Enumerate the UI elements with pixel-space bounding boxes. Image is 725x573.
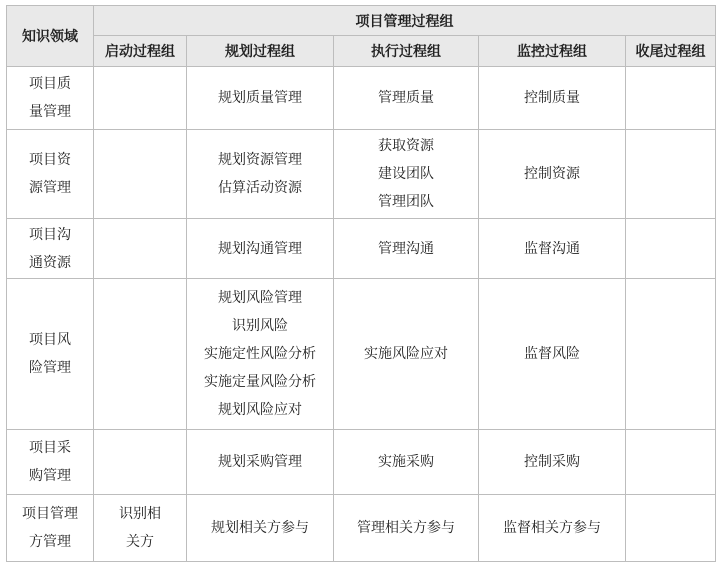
cell-line: 关方 <box>126 534 154 550</box>
cell-initiating <box>94 430 187 495</box>
cell-line: 监督风险 <box>524 346 580 362</box>
table-row <box>7 67 716 130</box>
cell-monitoring <box>479 430 626 495</box>
cell-line: 规划采购管理 <box>218 454 302 470</box>
cell-line: 险管理 <box>29 360 71 376</box>
cell-executing <box>334 219 479 279</box>
knowledge-area-cell <box>7 279 94 430</box>
cell-line: 控制资源 <box>524 166 580 182</box>
cell-line: 管理相关方参与 <box>357 520 455 536</box>
column-header-executing: 执行过程组 <box>334 36 479 67</box>
header-row-top <box>7 6 716 36</box>
cell-monitoring <box>479 67 626 130</box>
cell-line: 实施定量风险分析 <box>204 374 316 390</box>
cell-line: 监督沟通 <box>524 240 580 257</box>
cell-line: 实施定性风险分析 <box>204 346 316 362</box>
cell-initiating <box>94 67 187 130</box>
process-group-table <box>6 5 716 562</box>
table-row <box>7 130 716 219</box>
knowledge-area-cell <box>7 430 94 495</box>
cell-line: 规划沟通管理 <box>218 240 302 257</box>
cell-initiating <box>94 130 187 219</box>
cell-planning <box>187 219 334 279</box>
cell-planning <box>187 430 334 495</box>
corner-header: 知识领域 <box>7 6 94 67</box>
cell-line: 规划相关方参与 <box>211 520 309 536</box>
cell-executing <box>334 130 479 219</box>
cell-closing <box>626 430 716 495</box>
table-row <box>7 279 716 430</box>
cell-line: 规划风险管理 <box>218 290 302 306</box>
knowledge-area-cell <box>7 219 94 279</box>
cell-line: 控制采购 <box>524 454 580 470</box>
cell-line: 项目沟 <box>29 226 71 243</box>
table-body <box>7 67 716 562</box>
cell-line: 项目质 <box>29 76 71 92</box>
column-header-monitoring: 监控过程组 <box>479 36 626 67</box>
cell-line: 源管理 <box>29 180 71 196</box>
cell-line: 管理沟通 <box>378 240 434 257</box>
table-row <box>7 495 716 562</box>
cell-line: 规划资源管理 <box>218 152 302 168</box>
cell-line: 建设团队 <box>378 166 434 182</box>
cell-closing <box>626 279 716 430</box>
knowledge-area-cell <box>7 495 94 562</box>
cell-planning <box>187 67 334 130</box>
cell-initiating <box>94 495 187 562</box>
cell-line: 项目管理 <box>22 506 78 522</box>
cell-line: 方管理 <box>29 534 71 550</box>
cell-monitoring <box>479 279 626 430</box>
cell-planning <box>187 130 334 219</box>
cell-closing <box>626 219 716 279</box>
cell-line: 监督相关方参与 <box>503 520 601 536</box>
column-header-planning: 规划过程组 <box>187 36 334 67</box>
cell-line: 识别相 <box>119 506 161 522</box>
cell-line: 识别风险 <box>232 318 288 334</box>
cell-line: 项目采 <box>29 440 71 456</box>
header-row-columns <box>7 36 716 67</box>
cell-executing <box>334 495 479 562</box>
cell-line: 管理质量 <box>378 90 434 106</box>
knowledge-area-cell <box>7 67 94 130</box>
column-header-initiating: 启动过程组 <box>94 36 187 67</box>
cell-monitoring <box>479 130 626 219</box>
group-header: 项目管理过程组 <box>94 6 716 36</box>
cell-line: 估算活动资源 <box>218 180 302 196</box>
knowledge-area-cell <box>7 130 94 219</box>
table-row <box>7 219 716 279</box>
cell-executing <box>334 430 479 495</box>
cell-line: 量管理 <box>29 104 71 120</box>
cell-initiating <box>94 279 187 430</box>
cell-monitoring <box>479 495 626 562</box>
cell-initiating <box>94 219 187 279</box>
cell-executing <box>334 279 479 430</box>
cell-line: 规划风险应对 <box>218 402 302 418</box>
cell-line: 实施风险应对 <box>364 346 448 362</box>
cell-line: 购管理 <box>29 468 71 484</box>
cell-planning <box>187 279 334 430</box>
cell-line: 项目资 <box>29 152 71 168</box>
cell-line: 实施采购 <box>378 454 434 470</box>
table-row <box>7 430 716 495</box>
cell-line: 控制质量 <box>524 90 580 106</box>
cell-monitoring <box>479 219 626 279</box>
cell-line: 项目风 <box>29 332 71 348</box>
cell-line: 获取资源 <box>378 138 434 154</box>
column-header-closing: 收尾过程组 <box>626 36 716 67</box>
cell-line: 通资源 <box>29 254 71 271</box>
cell-closing <box>626 130 716 219</box>
cell-planning <box>187 495 334 562</box>
cell-line: 管理团队 <box>378 194 434 210</box>
cell-closing <box>626 67 716 130</box>
cell-closing <box>626 495 716 562</box>
cell-line: 规划质量管理 <box>218 90 302 106</box>
cell-executing <box>334 67 479 130</box>
